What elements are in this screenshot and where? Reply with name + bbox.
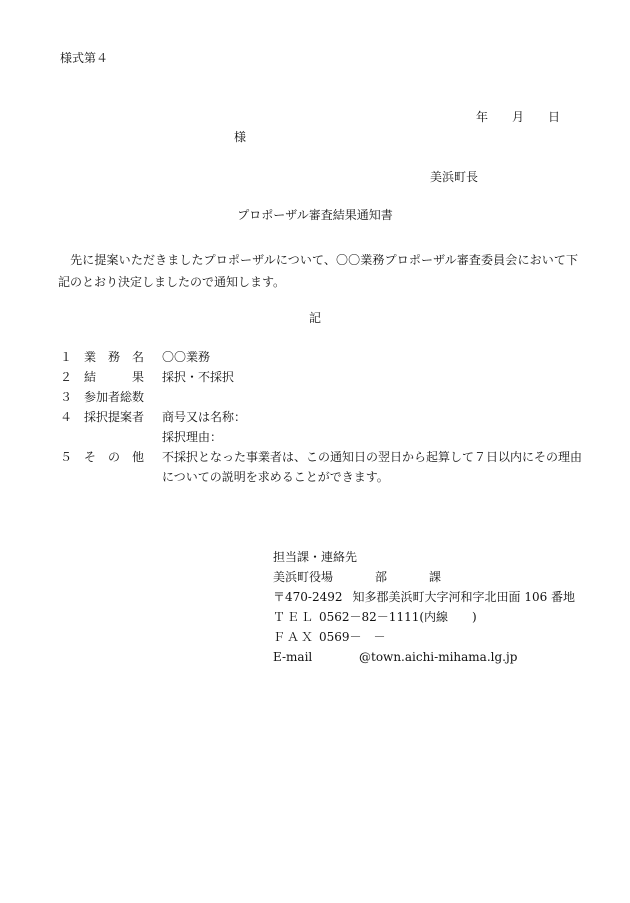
body-text: 先に提案いただきましたプロポーザルについて、〇〇業務プロポーザル審査委員会において下記のとおり決定しましたので通知します。 — [58, 253, 578, 289]
item-result — [60, 371, 234, 383]
date-day: 日 — [547, 110, 560, 124]
date-year: 年 — [475, 110, 488, 124]
postal-code: 〒470-2492 — [273, 590, 343, 604]
contact-tel — [273, 611, 477, 623]
issuer: 美浜町長 — [430, 170, 479, 184]
contact-address — [273, 591, 575, 603]
tel-label: ＴＥＬ — [273, 610, 316, 624]
label-char: 他 — [131, 450, 144, 464]
email-value: @town.aichi-mihama.lg.jp — [359, 650, 518, 664]
item-selection-reason: 採択理由： — [162, 430, 223, 444]
document-title: プロポーザル審査結果通知書 — [237, 208, 393, 222]
item-label — [84, 351, 144, 363]
label-char: そ — [84, 450, 97, 464]
date-line — [476, 111, 560, 123]
addressee: 様 — [234, 130, 247, 144]
item-business-name — [60, 351, 210, 363]
item-number: ３ — [60, 390, 73, 404]
label-char: 業 — [84, 350, 97, 364]
office-department: 部 — [375, 570, 388, 584]
label-char: 務 — [107, 350, 120, 364]
label-char: 果 — [131, 370, 144, 384]
contact-email — [273, 651, 517, 663]
item-other-continued: についての説明を求めることができます。 — [162, 470, 389, 484]
office-name: 美浜町役場 — [273, 570, 334, 584]
date-month: 月 — [511, 110, 524, 124]
item-value: 商号又は名称： — [162, 410, 247, 424]
contact-title: 担当課・連絡先 — [273, 550, 358, 564]
street-address: 知多郡美浜町大字河和字北田面 106 番地 — [352, 590, 576, 604]
body-paragraph — [58, 249, 578, 293]
form-number: 様式第４ — [60, 51, 109, 65]
contact-fax — [273, 631, 386, 643]
item-number: ４ — [60, 410, 73, 424]
office-section: 課 — [429, 570, 442, 584]
tel-value: 0562－82－1111(内線 ) — [319, 610, 477, 624]
fax-label: ＦＡＸ — [273, 630, 316, 644]
item-label — [84, 371, 144, 383]
item-label — [84, 451, 144, 463]
item-number: ２ — [60, 370, 73, 384]
item-number: １ — [60, 350, 73, 364]
item-participants — [60, 391, 162, 403]
item-label: 参加者総数 — [84, 390, 145, 404]
label-char: 結 — [84, 370, 97, 384]
label-char: の — [107, 450, 120, 464]
item-value: 〇〇業務 — [162, 350, 211, 364]
fax-value: 0569－ － — [319, 630, 386, 644]
item-value: 採択・不採択 — [162, 370, 235, 384]
item-label: 採択提案者 — [84, 410, 145, 424]
contact-office — [273, 571, 441, 583]
ki-heading: 記 — [308, 311, 321, 325]
item-other — [60, 451, 582, 463]
item-number: ５ — [60, 450, 73, 464]
email-label: E-mail — [273, 650, 313, 664]
label-char: 名 — [131, 350, 144, 364]
item-value: 不採択となった事業者は、この通知日の翌日から起算して７日以内にその理由 — [162, 450, 583, 464]
item-selected-proposer — [60, 411, 246, 423]
